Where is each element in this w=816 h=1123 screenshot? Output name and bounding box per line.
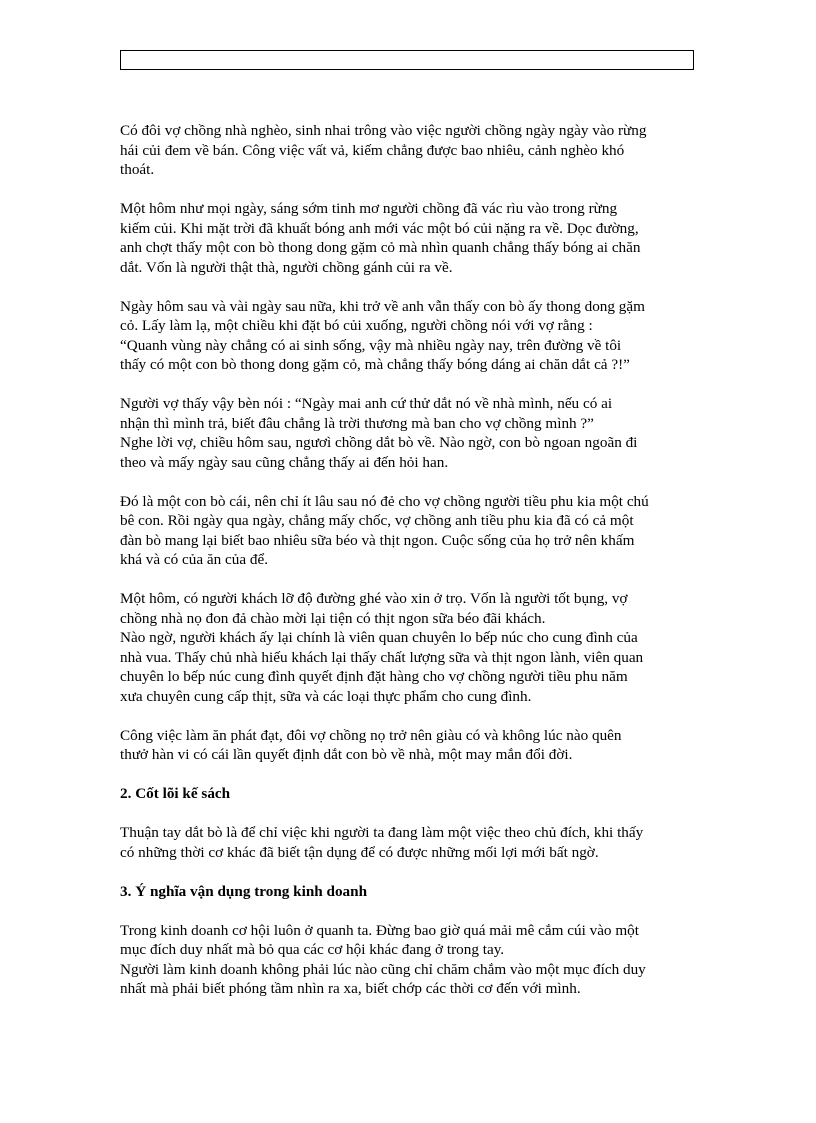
text-line: Thuận tay dắt bò là để chỉ việc khi người ta đang làm một việc theo chủ đích, khi thấy <box>120 824 644 841</box>
text-line: Người vợ thấy vậy bèn nói : “Ngày mai anh cứ thử dắt nó về nhà mình, nếu có ai <box>120 395 613 412</box>
text-line: Một hôm như mọi ngày, sáng sớm tinh mơ người chồng đã vác rìu vào trong rừng <box>120 200 618 217</box>
text-line: đàn bò mang lại biết bao nhiêu sữa béo và thịt ngon. Cuộc sống của họ trở nên khấm <box>120 531 635 549</box>
text-line: nhận thì mình trả, biết đâu chẳng là trời thương mà ban cho vợ chồng mình ?” <box>120 414 594 432</box>
text-line: “Quanh vùng này chẳng có ai sinh sống, vậy mà nhiều ngày nay, trên đường về tôi <box>120 336 622 354</box>
text-line: Trong kinh doanh cơ hội luôn ở quanh ta. Đừng bao giờ quá mải mê cắm cúi vào một <box>120 921 639 939</box>
text-line: Có đôi vợ chồng nhà nghèo, sinh nhai trông vào việc người chồng ngày ngày vào rừng <box>120 122 647 139</box>
text-line: Ngày hôm sau và vài ngày sau nữa, khi trở về anh vẫn thấy con bò ấy thong dong gặm <box>120 297 645 315</box>
paragraph-1 <box>120 121 700 180</box>
text-line: cỏ. Lấy làm lạ, một chiều khi đặt bó củi xuống, người chồng nói với vợ rằng : <box>120 317 593 334</box>
text-line: Đó là một con bò cái, nên chỉ ít lâu sau nó đẻ cho vợ chồng người tiều phu kia một chú <box>120 492 649 510</box>
paragraph-3 <box>120 297 700 375</box>
text-line: thưở hàn vi có cái lần quyết định dắt con bò về nhà, một may mắn đổi đời. <box>120 746 573 763</box>
text-line: khá và có của ăn của để. <box>120 551 268 568</box>
text-line: xưa chuyên cung cấp thịt, sữa và các loại thực phẩm cho cung đình. <box>120 687 532 705</box>
text-line: Người làm kinh doanh không phải lúc nào cũng chỉ chăm chắm vào một mục đích duy <box>120 960 646 978</box>
text-line: hái củi đem về bán. Công việc vất vả, kiếm chẳng được bao nhiêu, cảnh nghèo khó <box>120 141 625 159</box>
text-line: Nào ngờ, người khách ấy lại chính là viên quan chuyên lo bếp núc cho cung đình của <box>120 629 638 646</box>
text-line: Nghe lời vợ, chiều hôm sau, ngươì chồng dắt bò về. Nào ngờ, con bò ngoan ngoãn đi <box>120 434 638 451</box>
text-line: chuyên lo bếp núc cung đình quyết định đặt hàng cho vợ chồng người tiều phu năm <box>120 668 628 685</box>
text-line: Công việc làm ăn phát đạt, đôi vợ chồng nọ trở nên giàu có và không lúc nào quên <box>120 726 622 744</box>
section-3-heading: 3. Ý nghĩa vận dụng trong kinh doanh <box>120 882 368 900</box>
document-body <box>120 121 700 1018</box>
text-line: anh chợt thấy một con bò thong dong gặm cỏ mà nhìn quanh chẳng thấy bóng ai chăn <box>120 239 641 256</box>
paragraph-4 <box>120 394 700 472</box>
paragraph-5 <box>120 492 700 570</box>
text-line: kiếm củi. Khi mặt trời đã khuất bóng anh mới vác một bó củi nặng ra về. Dọc đường, <box>120 219 639 237</box>
text-line: nhất mà phải biết phóng tầm nhìn ra xa, biết chớp các thời cơ đến với mình. <box>120 980 581 997</box>
text-line: thoát. <box>120 161 155 178</box>
text-line: có những thời cơ khác đã biết tận dụng để có được những mối lợi mới bất ngờ. <box>120 843 599 861</box>
text-line: Một hôm, có người khách lỡ độ đường ghé vào xin ở trọ. Vốn là người tốt bụng, vợ <box>120 590 628 607</box>
text-line: nhà vua. Thấy chủ nhà hiếu khách lại thấy chất lượng sữa và thịt ngon lành, viên quan <box>120 648 644 666</box>
paragraph-6 <box>120 589 700 706</box>
section-2-heading: 2. Cốt lõi kế sách <box>120 785 231 802</box>
page-header-box <box>120 50 694 70</box>
paragraph-2 <box>120 199 700 277</box>
paragraph-7 <box>120 726 700 765</box>
text-line: bê con. Rồi ngày qua ngày, chẳng mấy chốc, vợ chồng anh tiều phu kia đã có cả một <box>120 512 634 529</box>
text-line: chồng nhà nọ đon đả chào mời lại tiện có thịt ngon sữa béo đãi khách. <box>120 609 546 627</box>
text-line: dắt. Vốn là người thật thà, người chồng gánh củi ra về. <box>120 258 453 276</box>
section-3-paragraph <box>120 921 700 999</box>
text-line: mục đích duy nhất mà bỏ qua các cơ hội khác đang ở trong tay. <box>120 941 505 958</box>
text-line: thấy có một con bò thong dong gặm cỏ, mà chẳng thấy bóng dáng ai chăn dắt cả ?!” <box>120 356 630 373</box>
text-line: theo và mấy ngày sau cũng chẳng thấy ai đến hỏi han. <box>120 453 449 471</box>
section-2-paragraph <box>120 823 700 862</box>
